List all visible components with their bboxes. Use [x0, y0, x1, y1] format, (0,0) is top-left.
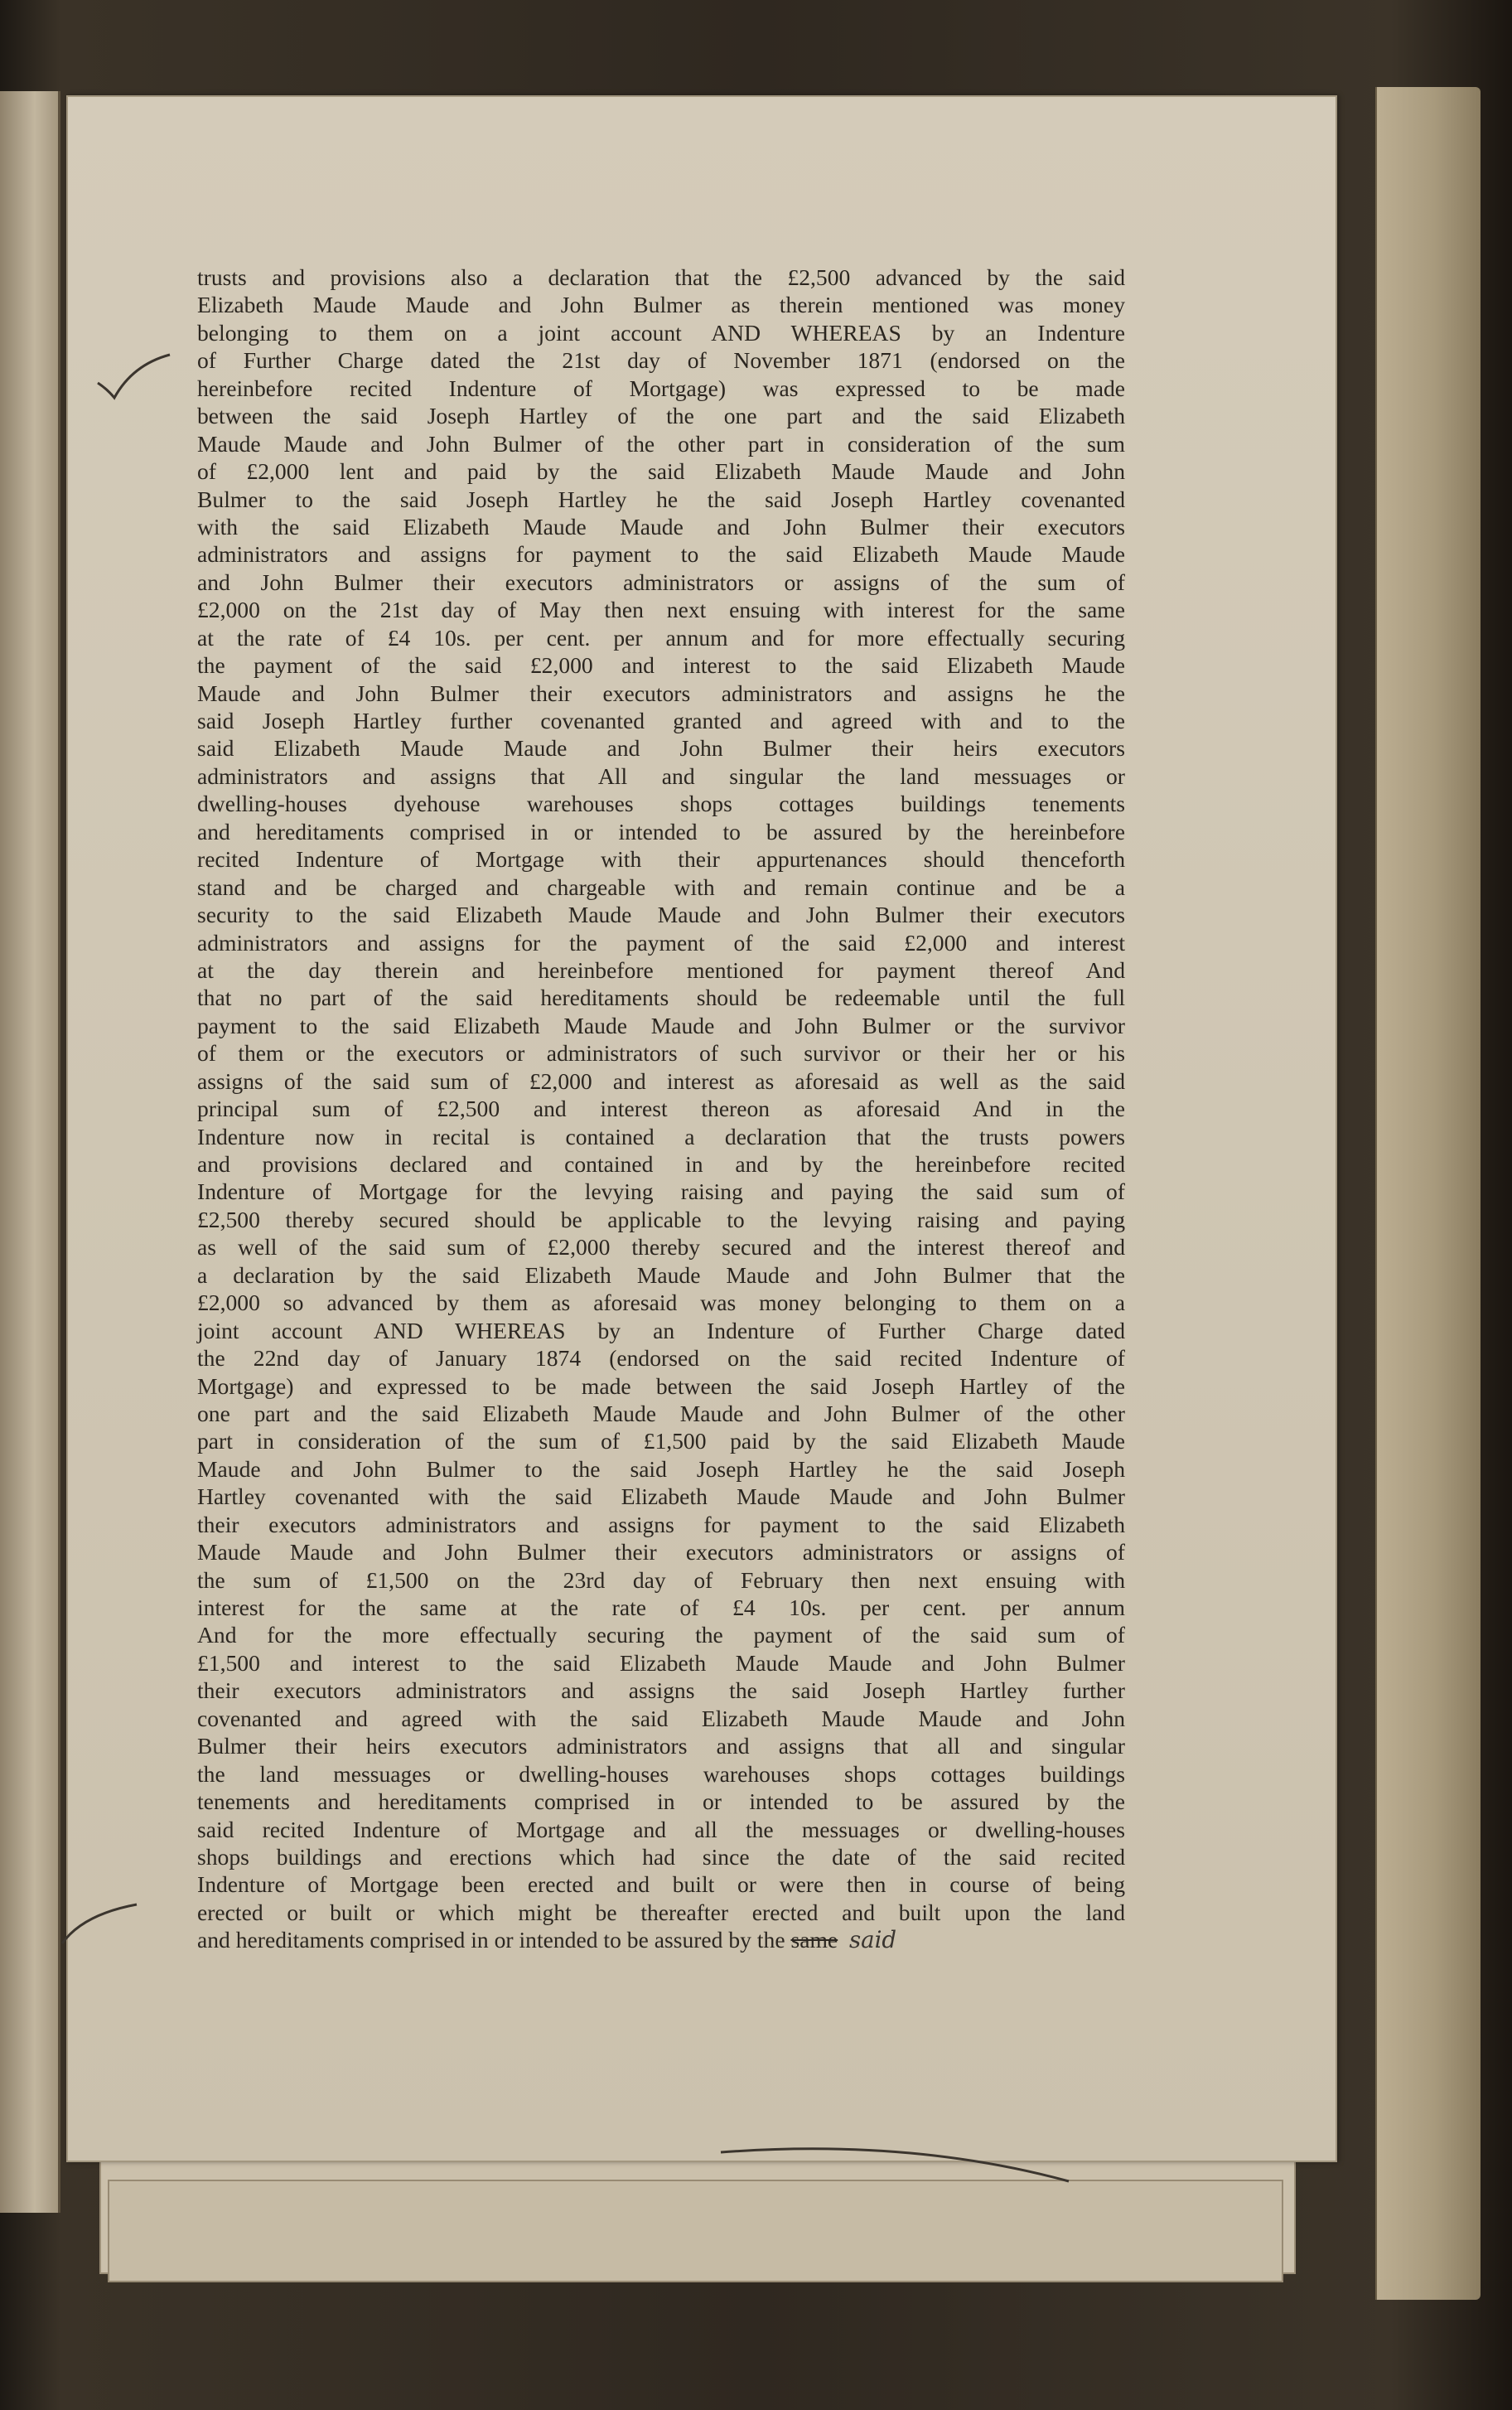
text-line: of Further Charge dated the 21st day of November 1871 (endorsed on the — [197, 347, 1125, 374]
text-line: and John Bulmer their executors administrators or assigns of the sum of — [197, 569, 1125, 595]
text-line: Indenture of Mortgage for the levying raising and paying the said sum of — [197, 1178, 1125, 1205]
text-line: principal sum of £2,500 and interest thereon as aforesaid And in the — [197, 1096, 1125, 1122]
text-line: Indenture of Mortgage been erected and built or were then in course of being — [197, 1871, 1125, 1898]
text-line: of £2,000 lent and paid by the said Elizabeth Maude Maude and John — [197, 458, 1125, 485]
text-line: belonging to them on a joint account AND WHEREAS by an Indenture — [197, 319, 1125, 346]
text-line: a declaration by the said Elizabeth Maude Maude and John Bulmer that the — [197, 1261, 1125, 1288]
handwritten-correction: said — [848, 1926, 897, 1954]
text-line: at the day therein and hereinbefore mentioned for payment thereof And — [197, 956, 1125, 983]
text-line: interest for the same at the rate of £4 10s. per cent. per annum — [197, 1595, 1125, 1620]
text-line: the payment of the said £2,000 and interest to the said Elizabeth Maude — [197, 652, 1125, 679]
text-line: £2,000 so advanced by them as aforesaid was money belonging to them on a — [197, 1290, 1125, 1316]
closing-flourish-icon — [721, 2149, 1069, 2181]
text-line: recited Indenture of Mortgage with their appurtenances should thenceforth — [197, 846, 1125, 873]
final-line-text: and hereditaments comprised in or intended to be assured by the — [197, 1927, 785, 1953]
text-line: the 22nd day of January 1874 (endorsed on the said recited Indenture of — [197, 1345, 1125, 1372]
text-line: that no part of the said hereditaments should be redeemable until the full — [197, 985, 1125, 1011]
text-line: the sum of £1,500 on the 23rd day of February then next ensuing with — [197, 1566, 1125, 1593]
text-line: Bulmer their heirs executors administrators and assigns that all and singular — [197, 1733, 1125, 1759]
struck-word: same — [790, 1927, 838, 1953]
text-line: one part and the said Elizabeth Maude Maude and John Bulmer of the other — [197, 1400, 1125, 1426]
text-line: Hartley covenanted with the said Elizabeth Maude Maude and John Bulmer — [197, 1483, 1125, 1510]
text-line: And for the more effectually securing the payment of the said sum of — [197, 1622, 1125, 1648]
text-line: their executors administrators and assigns the said Joseph Hartley further — [197, 1677, 1125, 1704]
text-line: Maude and John Bulmer their executors administrators and assigns he the — [197, 680, 1125, 706]
text-line: Elizabeth Maude Maude and John Bulmer as therein mentioned was money — [197, 292, 1125, 318]
text-line: part in consideration of the sum of £1,500 paid by the said Elizabeth Maude — [197, 1428, 1125, 1454]
text-line: as well of the said sum of £2,000 thereby secured and the interest thereof and — [197, 1234, 1125, 1261]
text-line: of them or the executors or administrators of such survivor or their her or his — [197, 1040, 1125, 1067]
text-line: payment to the said Elizabeth Maude Maude and John Bulmer or the survivor — [197, 1012, 1125, 1038]
text-line: said recited Indenture of Mortgage and all the messuages or dwelling-houses — [197, 1816, 1125, 1842]
text-line: administrators and assigns that All and singular the land messuages or — [197, 762, 1125, 789]
text-line: covenanted and agreed with the said Elizabeth Maude Maude and John — [197, 1705, 1125, 1731]
text-line: joint account AND WHEREAS by an Indenture of Further Charge dated — [197, 1317, 1125, 1343]
text-line: £2,000 on the 21st day of May then next ensuing with interest for the same — [197, 597, 1125, 623]
text-line: the land messuages or dwelling-houses warehouses shops cottages buildings — [197, 1760, 1125, 1787]
text-line: at the rate of £4 10s. per cent. per annum and for more effectually securing — [197, 624, 1125, 651]
text-line: administrators and assigns for the payment of the said £2,000 and interest — [197, 929, 1125, 956]
text-line: dwelling-houses dyehouse warehouses shops cottages buildings tenements — [197, 791, 1125, 817]
text-line: between the said Joseph Hartley of the one part and the said Elizabeth — [197, 403, 1125, 429]
text-line: tenements and hereditaments comprised in or intended to be assured by the — [197, 1788, 1125, 1815]
text-line: Mortgage) and expressed to be made between the said Joseph Hartley of the — [197, 1372, 1125, 1399]
text-line: with the said Elizabeth Maude Maude and John Bulmer their executors — [197, 513, 1125, 540]
tick-mark-icon — [98, 355, 170, 398]
text-line: said Joseph Hartley further covenanted granted and agreed with and to the — [197, 708, 1125, 733]
text-line: hereinbefore recited Indenture of Mortgage) was expressed to be made — [197, 375, 1125, 401]
text-line: and provisions declared and contained in and by the hereinbefore recited — [197, 1151, 1125, 1177]
text-line: shops buildings and erections which had since the date of the said recited — [197, 1843, 1125, 1870]
text-line: administrators and assigns for payment to the said Elizabeth Maude Maude — [197, 541, 1125, 568]
text-line: £2,500 thereby secured should be applicable to the levying raising and paying — [197, 1206, 1125, 1232]
text-line: security to the said Elizabeth Maude Maude and John Bulmer their executors — [197, 902, 1125, 928]
text-line: Maude Maude and John Bulmer of the other part in consideration of the sum — [197, 430, 1125, 457]
text-line: trusts and provisions also a declaration that the £2,500 advanced by the said — [197, 264, 1125, 290]
text-line: Maude and John Bulmer to the said Joseph Hartley he the said Joseph — [197, 1455, 1125, 1482]
text-line: said Elizabeth Maude Maude and John Bulmer their heirs executors — [197, 735, 1125, 762]
text-line: assigns of the said sum of £2,000 and interest as aforesaid as well as the said — [197, 1067, 1125, 1094]
text-line: £1,500 and interest to the said Elizabeth Maude Maude and John Bulmer — [197, 1649, 1125, 1676]
text-line: stand and be charged and chargeable with and remain continue and be a — [197, 874, 1125, 900]
tick-mark-icon — [62, 1904, 137, 1943]
text-line: their executors administrators and assigns for payment to the said Elizabeth — [197, 1511, 1125, 1537]
text-line: Bulmer to the said Joseph Hartley he the said Joseph Hartley covenanted — [197, 486, 1125, 512]
text-line: Maude Maude and John Bulmer their executors administrators or assigns of — [197, 1539, 1125, 1566]
text-line: Indenture now in recital is contained a declaration that the trusts powers — [197, 1123, 1125, 1149]
text-line: and hereditaments comprised in or intended to be assured by the hereinbefore — [197, 818, 1125, 844]
text-line: erected or built or which might be thereafter erected and built upon the land — [197, 1899, 1125, 1925]
